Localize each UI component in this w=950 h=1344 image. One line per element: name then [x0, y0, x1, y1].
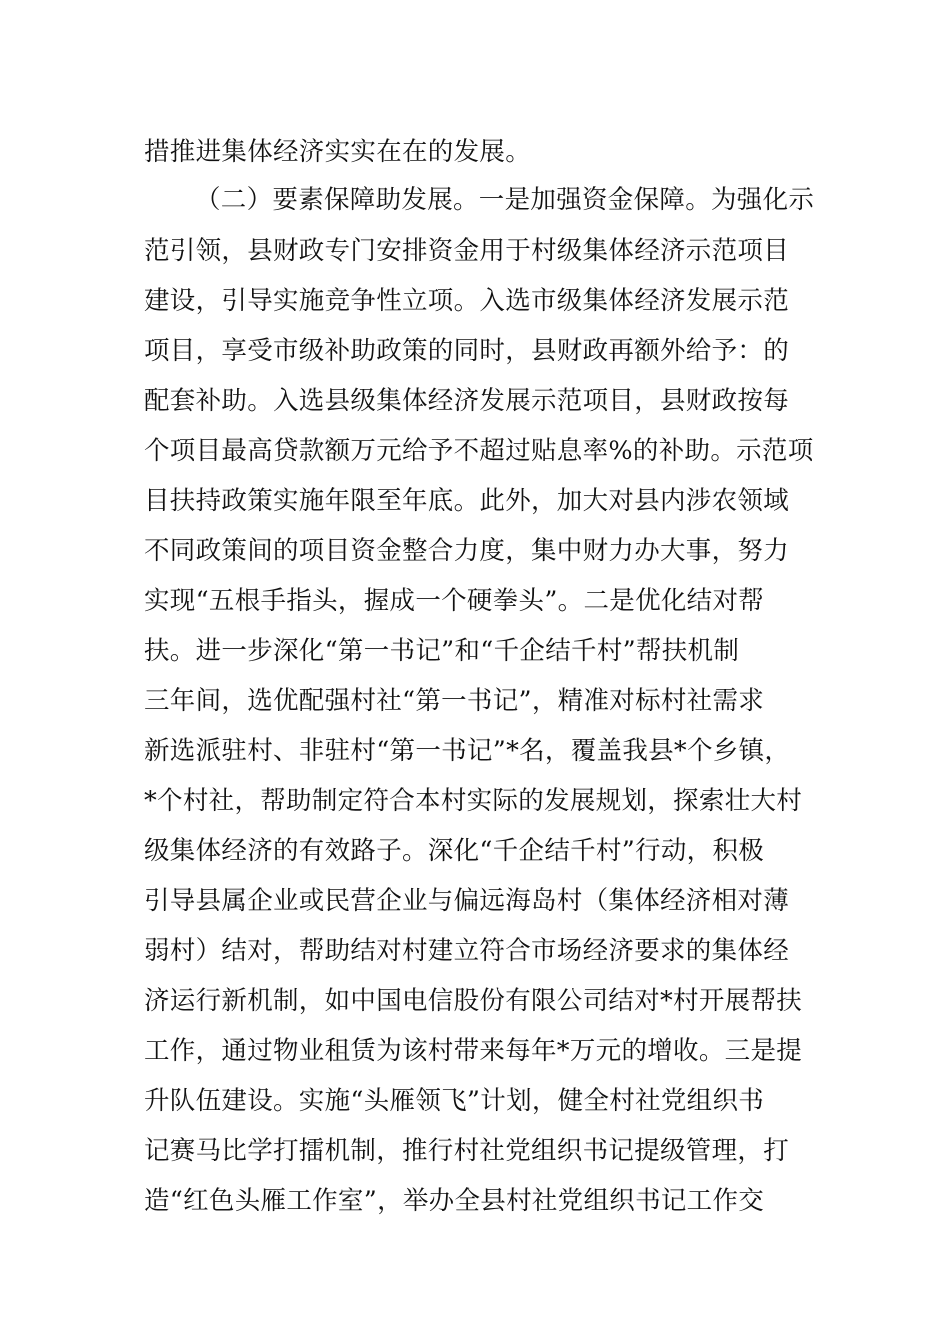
text-line: 措推进集体经济实实在在的发展。 [144, 137, 532, 167]
text-line: 建设，引导实施竞争性立项。入选市级集体经济发展示范 [144, 286, 790, 316]
text-line: 新选派驻村、非驻村“第一书记”*名，覆盖我县*个乡镇， [144, 736, 791, 766]
section-heading-line: （二）要素保障助发展。一是加强资金保障。为强化示 [195, 185, 815, 215]
text-line: 目扶持政策实施年限至年底。此外，加大对县内涉农领域 [144, 486, 790, 516]
text-line: 弱村）结对，帮助结对村建立符合市场经济要求的集体经 [144, 936, 790, 966]
text-line: 不同政策间的项目资金整合力度，集中财力办大事，努力 [144, 536, 790, 566]
text-line: 配套补助。入选县级集体经济发展示范项目，县财政按每 [144, 386, 790, 416]
text-line: 三年间，选优配强村社“第一书记”，精准对标村社需求 [144, 686, 765, 716]
text-line: 升队伍建设。实施“头雁领飞”计划，健全村社党组织书 [144, 1086, 765, 1116]
text-line: 记赛马比学打擂机制，推行村社党组织书记提级管理，打 [144, 1136, 790, 1166]
text-line: *个村社，帮助制定符合本村实际的发展规划，探索壮大村 [144, 786, 803, 816]
text-line: 扶。进一步深化“第一书记”和“千企结千村”帮扶机制 [144, 636, 740, 666]
text-line: 个项目最高贷款额万元给予不超过贴息率%的补助。示范项 [144, 436, 814, 466]
text-line: 造“红色头雁工作室”，举办全县村社党组织书记工作交 [144, 1186, 765, 1216]
text-line: 实现“五根手指头，握成一个硬拳头”。二是优化结对帮 [144, 586, 765, 616]
text-line: 济运行新机制，如中国电信股份有限公司结对*村开展帮扶 [144, 986, 803, 1016]
text-line: 项目，享受市级补助政策的同时，县财政再额外给予：的 [144, 336, 790, 366]
text-line: 工作，通过物业租赁为该村带来每年*万元的增收。三是提 [144, 1036, 803, 1066]
text-line: 范引领，县财政专门安排资金用于村级集体经济示范项目 [144, 236, 790, 266]
text-line: 引导县属企业或民营企业与偏远海岛村（集体经济相对薄 [144, 886, 790, 916]
text-line: 级集体经济的有效路子。深化“千企结千村”行动，积极 [144, 836, 765, 866]
